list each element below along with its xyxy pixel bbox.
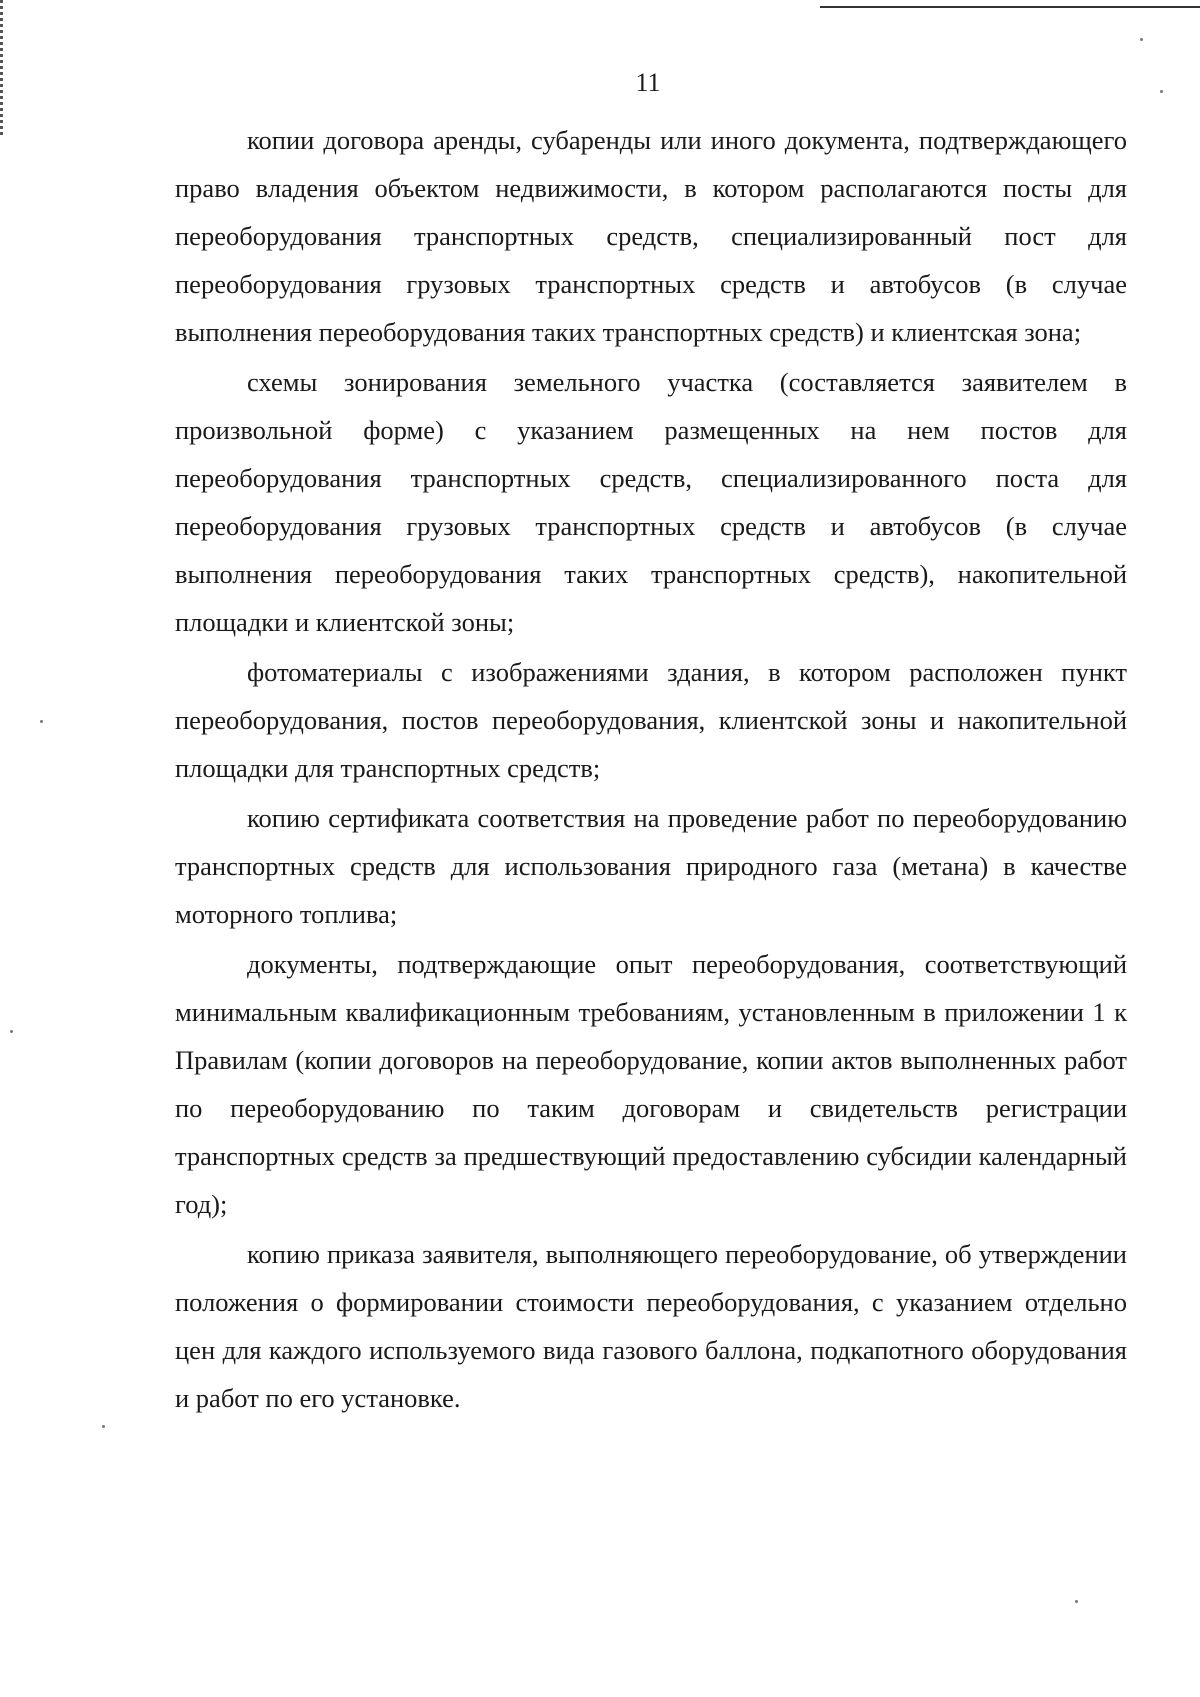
paragraph-certificate-copy: копию сертификата соответствия на проведение работ по переоборудованию транспортных средств для использования природного газа (метана) в качестве моторного топлива; [175,803,1127,929]
document-body [175,116,1127,1424]
page-number: 11 [635,68,661,97]
scan-speck [10,1030,13,1033]
paragraph-experience-documents: документы, подтверждающие опыт переоборудования, соответствующий минимальным квалификационным требованиям, установленным в приложении 1 к Правилам (копии договоров на переоборудование, копии актов выполненных работ по переоборудованию по таким договорам и свидетельств регистрации транспортных средств за предшествующий предоставлению субсидии календарный год); [175,949,1127,1219]
paragraph-order-copy: копию приказа заявителя, выполняющего переоборудование, об утверждении положения о формировании стоимости переоборудования, с указанием отдельно цен для каждого используемого вида газового баллона, подкапотного оборудования и работ по его установке. [175,1239,1127,1413]
paragraph-photo-materials: фотоматериалы с изображениями здания, в котором расположен пункт переоборудования, постов переоборудования, клиентской зоны и накопительной площадки для транспортных средств; [175,657,1127,783]
paragraph-lease-copies: копии договора аренды, субаренды или иного документа, подтверждающего право владения объектом недвижимости, в котором располагаются посты для переоборудования транспортных средств, специализированный пост для переоборудования грузовых транспортных средств и автобусов (в случае выполнения переоборудования таких транспортных средств) и клиентская зона; [175,125,1127,347]
scan-speck [102,1425,105,1428]
scan-speck [1075,1600,1078,1603]
top-rule [820,6,1200,8]
scan-speck [40,720,43,723]
paragraph-zoning-scheme: схемы зонирования земельного участка (составляется заявителем в произвольной форме) с указанием размещенных на нем постов для переоборудования транспортных средств, специализированного поста для переоборудования грузовых транспортных средств и автобусов (в случае выполнения переоборудования таких транспортных средств), накопительной площадки и клиентской зоны; [175,367,1127,637]
scan-speck [1140,38,1143,41]
